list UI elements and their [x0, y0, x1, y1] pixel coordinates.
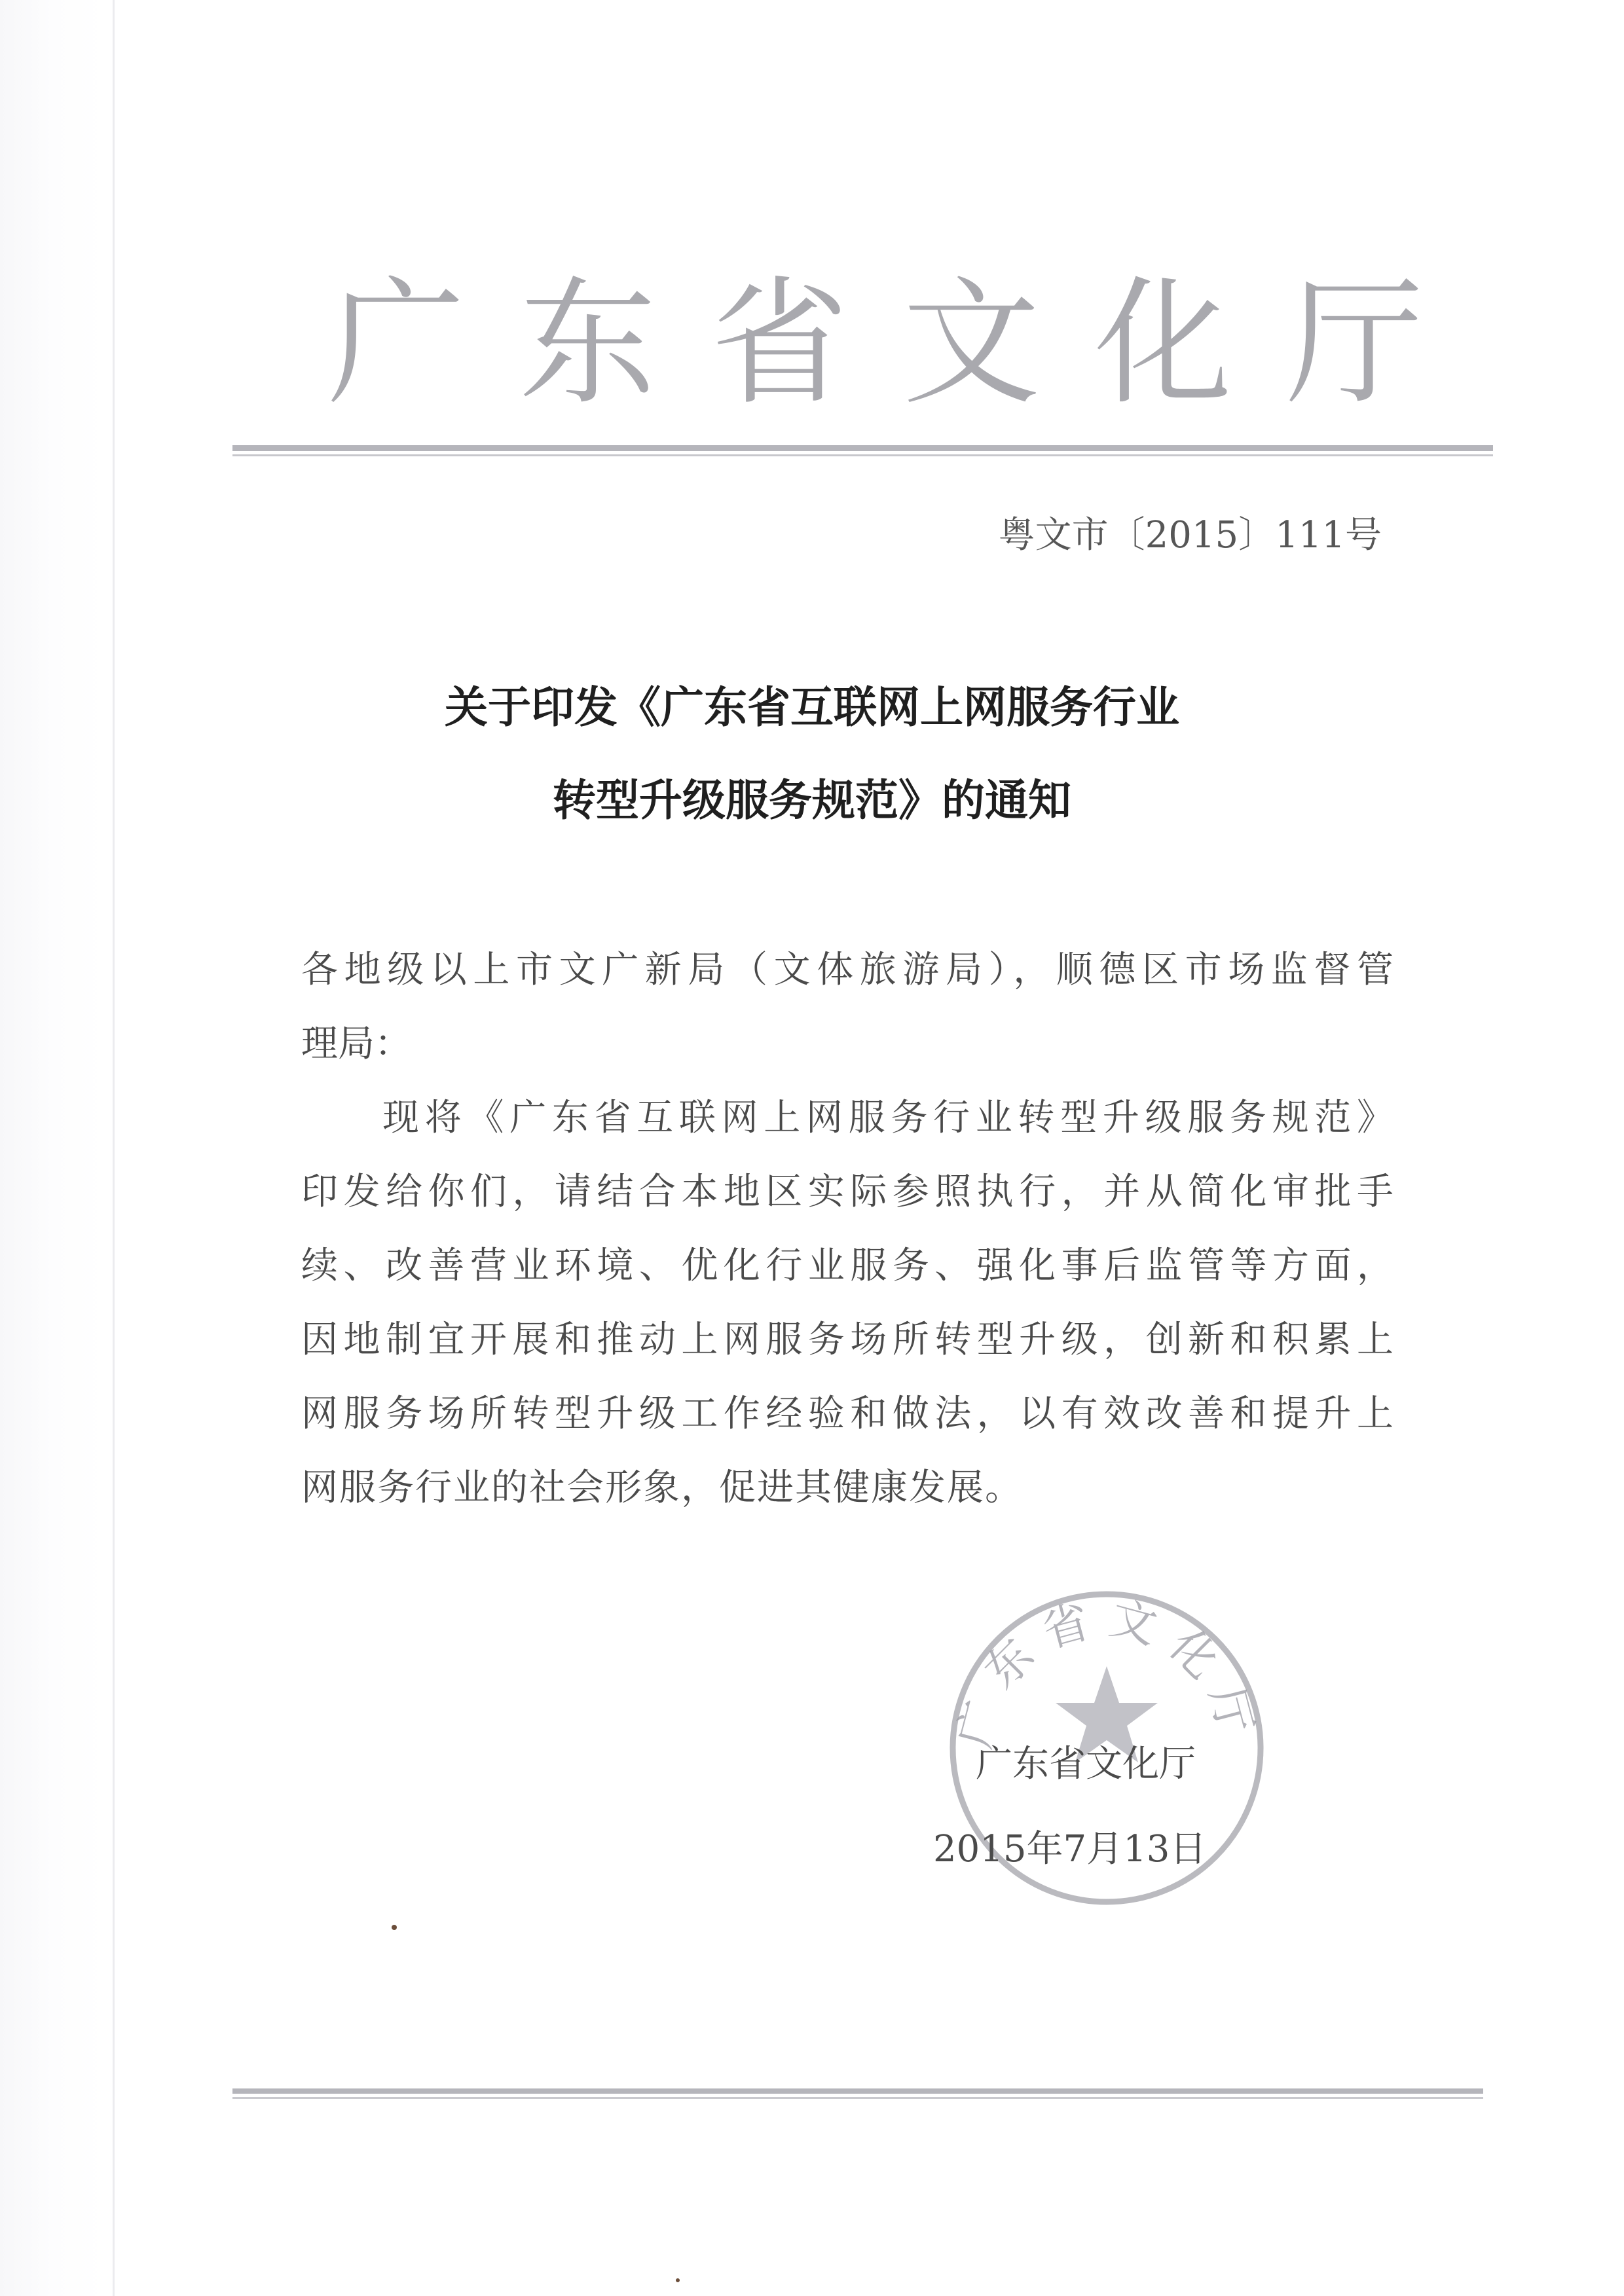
body-line: 现将《广东省互联网上网服务行业转型升级服务规范》: [382, 1097, 1395, 1139]
footer-rule: [232, 2088, 1483, 2102]
addressee-line-2: 理局：: [301, 1023, 411, 1065]
footer-rule-thick: [232, 2088, 1483, 2094]
footer-rule-thin: [232, 2097, 1483, 2099]
letterhead-rule-thick: [232, 445, 1493, 451]
document-title-line-1: 关于印发《广东省互联网上网服务行业: [445, 682, 1179, 733]
page-scan-edge: [0, 0, 105, 2296]
scan-speck: [392, 1925, 397, 1930]
signature-organization: 广东省文化厅: [976, 1743, 1196, 1785]
signature-date: 2015年7月13日: [933, 1828, 1207, 1870]
body-paragraph: [301, 1081, 1395, 1525]
body-line: 网服务场所转型升级工作经验和做法，以有效改善和提升上: [301, 1393, 1395, 1435]
body-line: 续、改善营业环境、优化行业服务、强化事后监管等方面，: [301, 1245, 1395, 1287]
document-title: [196, 661, 1428, 847]
page-fold-line: [113, 0, 115, 2296]
letterhead-title: 广东省文化厅: [327, 263, 1428, 424]
addressee-line-1: 各地级以上市文广新局（文体旅游局），顺德区市场监督管: [301, 949, 1395, 991]
body-line: 因地制宜开展和推动上网服务场所转型升级，创新和积累上: [301, 1319, 1395, 1361]
letterhead-rule: [232, 445, 1493, 458]
body-line: 网服务行业的社会形象，促进其健康发展。: [301, 1467, 1023, 1509]
document-title-line-2: 转型升级服务规范》的通知: [553, 775, 1071, 826]
letterhead-rule-thin: [232, 454, 1493, 456]
body-line: 印发给你们，请结合本地区实际参照执行，并从简化审批手: [301, 1171, 1395, 1213]
seal-arc-text: 广东省文化厅: [947, 1590, 1266, 1754]
document-number: 粤文市〔2015〕111号: [998, 514, 1382, 556]
scan-speck: [676, 2278, 680, 2282]
